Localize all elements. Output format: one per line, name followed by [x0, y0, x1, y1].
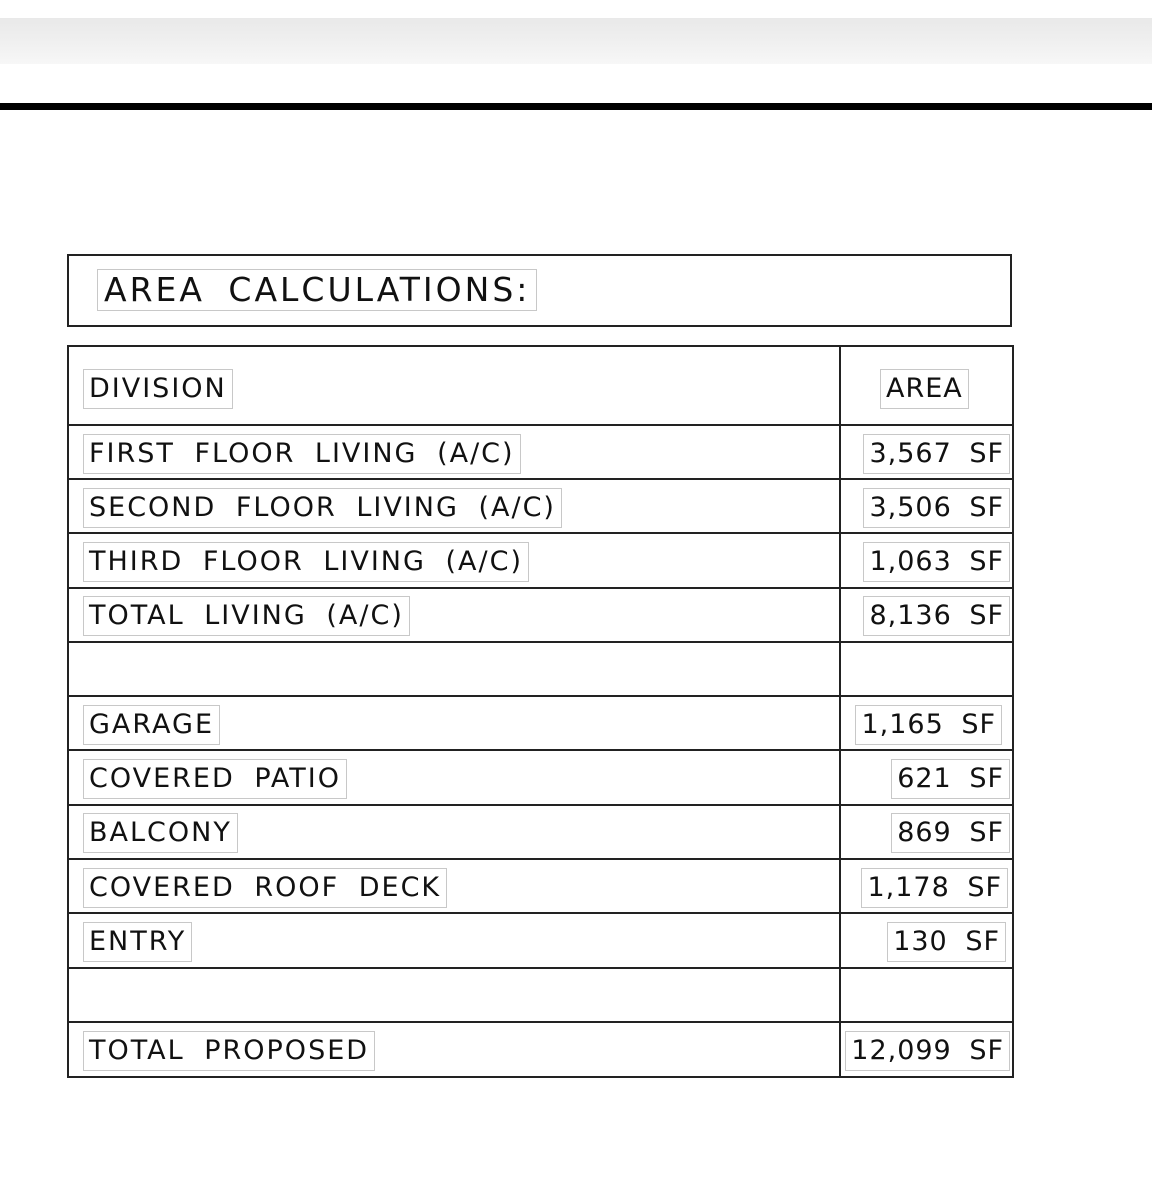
header-division: DIVISION [83, 369, 233, 409]
row-divider [69, 641, 1012, 643]
row-divider [69, 587, 1012, 589]
row-divider [69, 532, 1012, 534]
row-division: SECOND FLOOR LIVING (A/C) [83, 488, 562, 528]
row-division: BALCONY [83, 813, 238, 853]
row-divider [69, 858, 1012, 860]
row-area: 130 SF [887, 922, 1006, 962]
row-area: 1,063 SF [863, 542, 1010, 582]
row-divider [69, 912, 1012, 914]
row-divider [69, 804, 1012, 806]
row-area: 869 SF [891, 813, 1010, 853]
row-area: 1,178 SF [861, 868, 1008, 908]
row-divider [69, 749, 1012, 751]
title-box [67, 254, 1012, 327]
row-division: COVERED PATIO [83, 759, 347, 799]
row-division: THIRD FLOOR LIVING (A/C) [83, 542, 529, 582]
area-table [67, 345, 1014, 1078]
row-divider [69, 478, 1012, 480]
top-band [0, 18, 1152, 64]
page-title: AREA CALCULATIONS: [97, 269, 537, 311]
row-division: GARAGE [83, 705, 220, 745]
row-divider [69, 695, 1012, 697]
row-area: 1,165 SF [855, 705, 1002, 745]
row-division: TOTAL PROPOSED [83, 1031, 375, 1071]
row-division: FIRST FLOOR LIVING (A/C) [83, 434, 521, 474]
row-area: 12,099 SF [845, 1031, 1010, 1071]
row-divider [69, 424, 1012, 426]
row-divider [69, 1021, 1012, 1023]
row-divider [69, 967, 1012, 969]
row-area: 8,136 SF [863, 596, 1010, 636]
row-division: ENTRY [83, 922, 192, 962]
row-division: TOTAL LIVING (A/C) [83, 596, 410, 636]
row-area: 3,567 SF [863, 434, 1010, 474]
row-division: COVERED ROOF DECK [83, 868, 447, 908]
row-area: 621 SF [891, 759, 1010, 799]
row-area: 3,506 SF [863, 488, 1010, 528]
top-rule [0, 103, 1152, 110]
header-area: AREA [880, 369, 969, 409]
